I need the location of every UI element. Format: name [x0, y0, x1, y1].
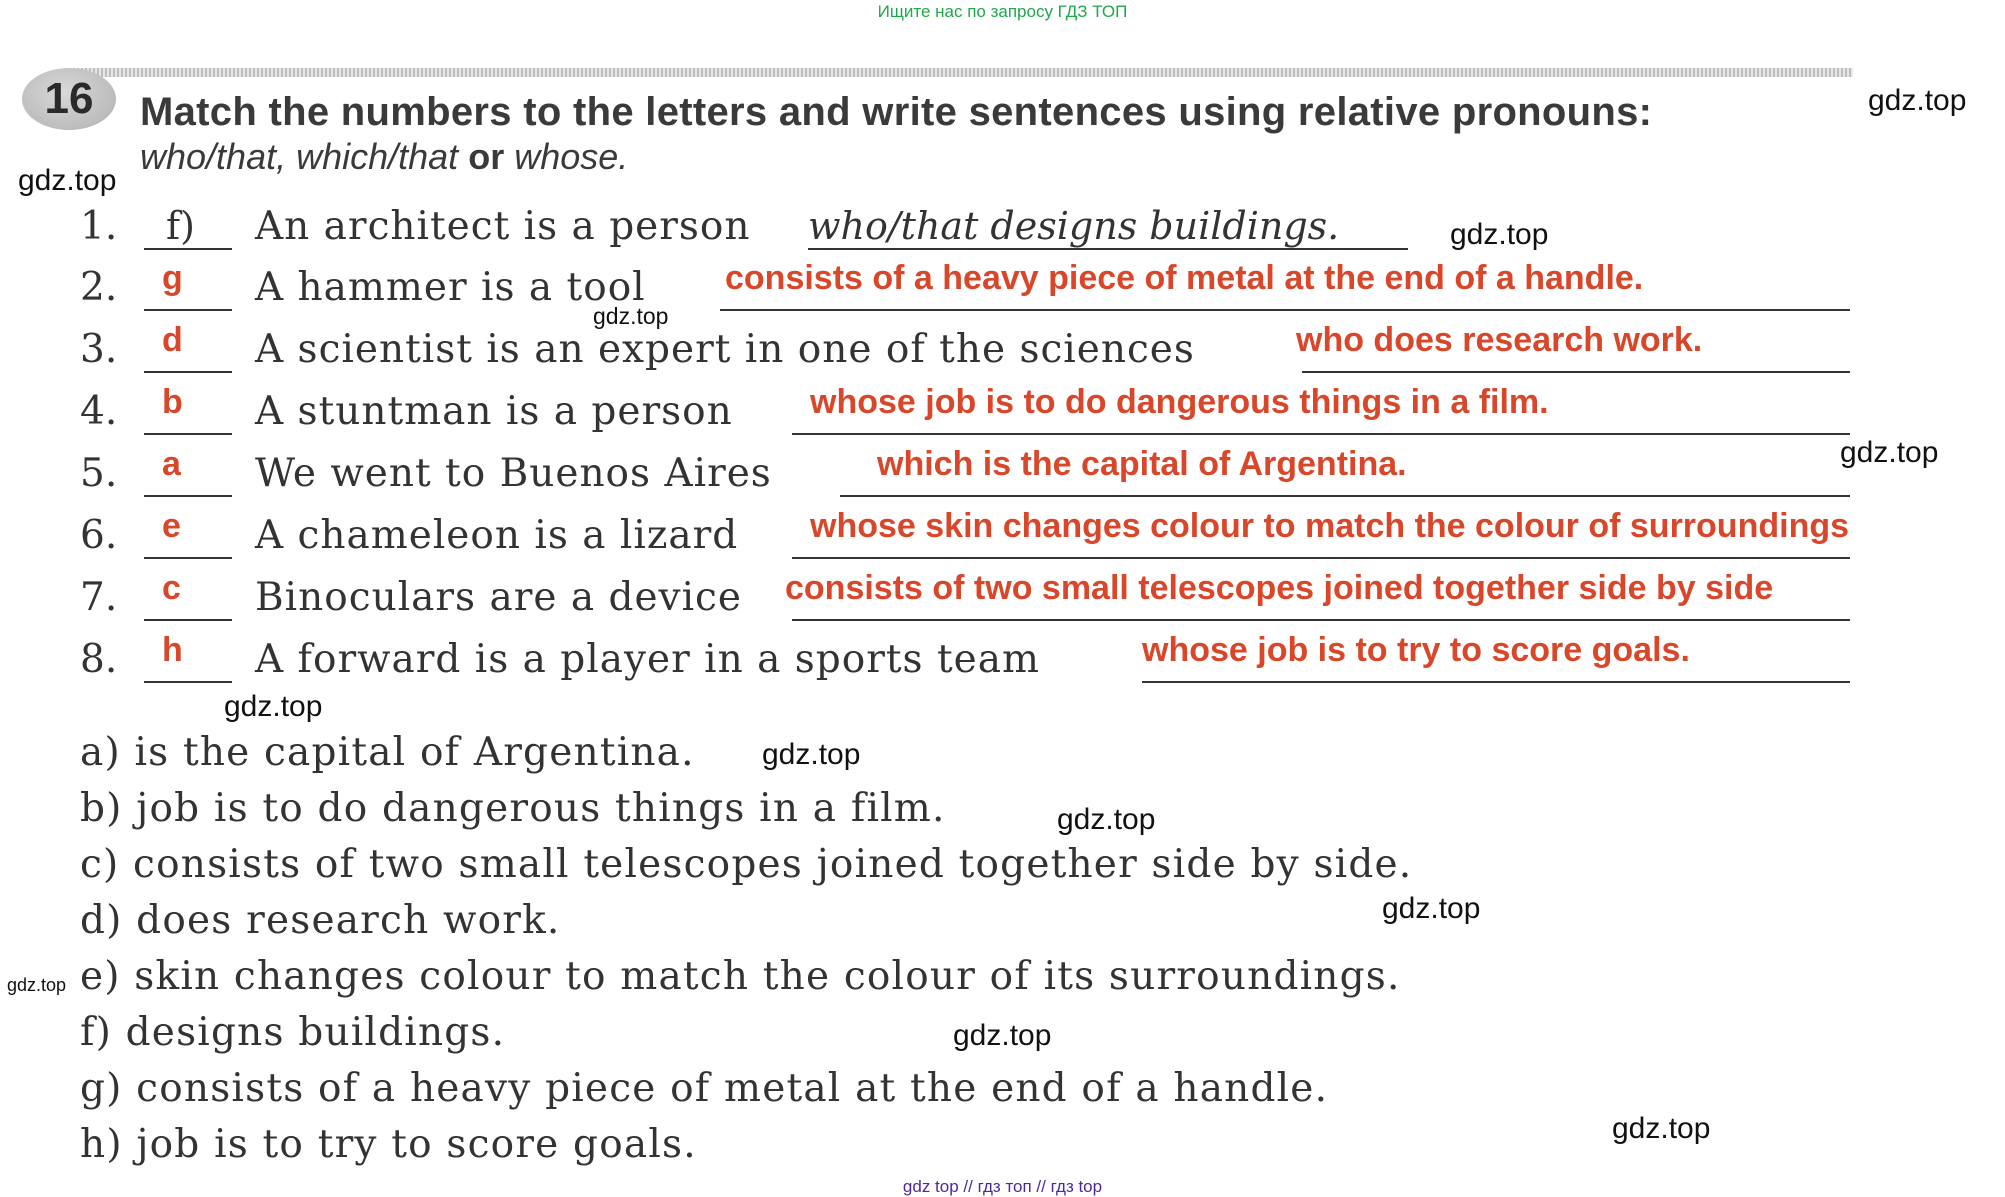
- answer-line: [840, 495, 1850, 497]
- item-stem: A scientist is an expert in one of the sciences: [255, 327, 1195, 372]
- watermark: gdz.top: [7, 975, 67, 995]
- top-banner[interactable]: Ищите нас по запросу ГДЗ ТОП: [877, 2, 1128, 21]
- bottom-banner[interactable]: gdz top // гдз топ // гдз top: [902, 1177, 1103, 1196]
- item-letter: a: [162, 445, 181, 483]
- watermark: gdz.top: [1868, 84, 1967, 117]
- item-stem: We went to Buenos Aires: [255, 451, 772, 496]
- subtitle-whose: whose.: [514, 136, 629, 177]
- item-number: 8.: [80, 637, 118, 682]
- item-number: 1.: [80, 204, 118, 249]
- option-b: b) job is to do dangerous things in a film.: [80, 786, 946, 831]
- option-a: a) is the capital of Argentina.: [80, 730, 695, 775]
- item-stem: A chameleon is a lizard: [255, 513, 739, 558]
- item-stem: A stuntman is a person: [255, 389, 733, 434]
- letter-blank: [144, 495, 232, 497]
- item-answer: which is the capital of Argentina.: [877, 445, 1407, 483]
- watermark: gdz.top: [1382, 892, 1481, 925]
- letter-blank: [144, 309, 232, 311]
- letter-blank: [144, 557, 232, 559]
- letter-blank: [144, 619, 232, 621]
- item-answer: whose job is to try to score goals.: [1142, 631, 1690, 669]
- option-f: f) designs buildings.: [80, 1010, 506, 1055]
- answer-line: [792, 557, 1850, 559]
- item-letter: b: [162, 383, 183, 421]
- item-letter: d: [162, 321, 183, 359]
- watermark: gdz.top: [1840, 436, 1939, 469]
- watermark: gdz.top: [762, 738, 861, 771]
- watermark: gdz.top: [18, 164, 117, 197]
- exercise-item-2: [80, 259, 1860, 315]
- letter-blank: [144, 248, 232, 250]
- watermark: gdz.top: [1057, 803, 1156, 836]
- item-letter: f): [166, 204, 195, 248]
- item-letter: e: [162, 507, 181, 545]
- header-divider: [65, 68, 1853, 77]
- exercise-item-4: [80, 383, 1860, 439]
- item-letter: c: [162, 569, 181, 607]
- exercise-number-badge: 16: [22, 68, 116, 130]
- answer-line: [720, 309, 1850, 311]
- answer-line: [1302, 371, 1850, 373]
- item-answer: consists of a heavy piece of metal at the end of a handle.: [725, 259, 1644, 297]
- letter-blank: [144, 433, 232, 435]
- answer-line: [792, 433, 1850, 435]
- item-number: 7.: [80, 575, 118, 620]
- option-e: e) skin changes colour to match the colour of its surroundings.: [80, 954, 1401, 999]
- option-h: h) job is to try to score goals.: [80, 1122, 697, 1167]
- item-number: 2.: [80, 265, 118, 310]
- exercise-item-3: [80, 321, 1860, 377]
- watermark: gdz.top: [1612, 1112, 1711, 1145]
- subtitle-pronouns: who/that, which/that: [140, 136, 459, 177]
- item-number: 3.: [80, 327, 118, 372]
- answer-line: [792, 619, 1850, 621]
- watermark: gdz.top: [593, 303, 669, 329]
- item-answer: consists of two small telescopes joined together side by side: [785, 569, 1774, 607]
- watermark: gdz.top: [953, 1019, 1052, 1052]
- item-stem: An architect is a person: [255, 204, 751, 249]
- exercise-item-8: [80, 631, 1860, 687]
- item-letter: g: [162, 259, 183, 297]
- exercise-item-6: [80, 507, 1860, 563]
- answer-line: [808, 248, 1408, 250]
- item-answer: who/that designs buildings.: [808, 204, 1340, 248]
- subtitle-or: or: [468, 136, 505, 177]
- item-answer: who does research work.: [1296, 321, 1703, 359]
- exercise-item-1: [80, 204, 1860, 254]
- item-number: 5.: [80, 451, 118, 496]
- option-c: c) consists of two small telescopes joined together side by side.: [80, 842, 1413, 887]
- item-answer: whose skin changes colour to match the colour of surroundings: [810, 507, 1850, 545]
- exercise-item-7: [80, 569, 1860, 625]
- exercise-title: Match the numbers to the letters and write sentences using relative pronouns:: [140, 90, 1653, 134]
- item-letter: h: [162, 631, 183, 669]
- item-stem: A hammer is a tool: [255, 265, 646, 310]
- item-answer: whose job is to do dangerous things in a film.: [810, 383, 1549, 421]
- letter-blank: [144, 681, 232, 683]
- watermark: gdz.top: [224, 690, 323, 723]
- option-g: g) consists of a heavy piece of metal at the end of a handle.: [80, 1066, 1329, 1111]
- item-stem: Binoculars are a device: [255, 575, 742, 620]
- item-number: 6.: [80, 513, 118, 558]
- item-number: 4.: [80, 389, 118, 434]
- item-stem: A forward is a player in a sports team: [255, 637, 1040, 682]
- watermark: gdz.top: [1450, 218, 1549, 251]
- answer-line: [1142, 681, 1850, 683]
- exercise-item-5: [80, 445, 1860, 501]
- exercise-subtitle: [140, 136, 628, 178]
- letter-blank: [144, 371, 232, 373]
- option-d: d) does research work.: [80, 898, 561, 943]
